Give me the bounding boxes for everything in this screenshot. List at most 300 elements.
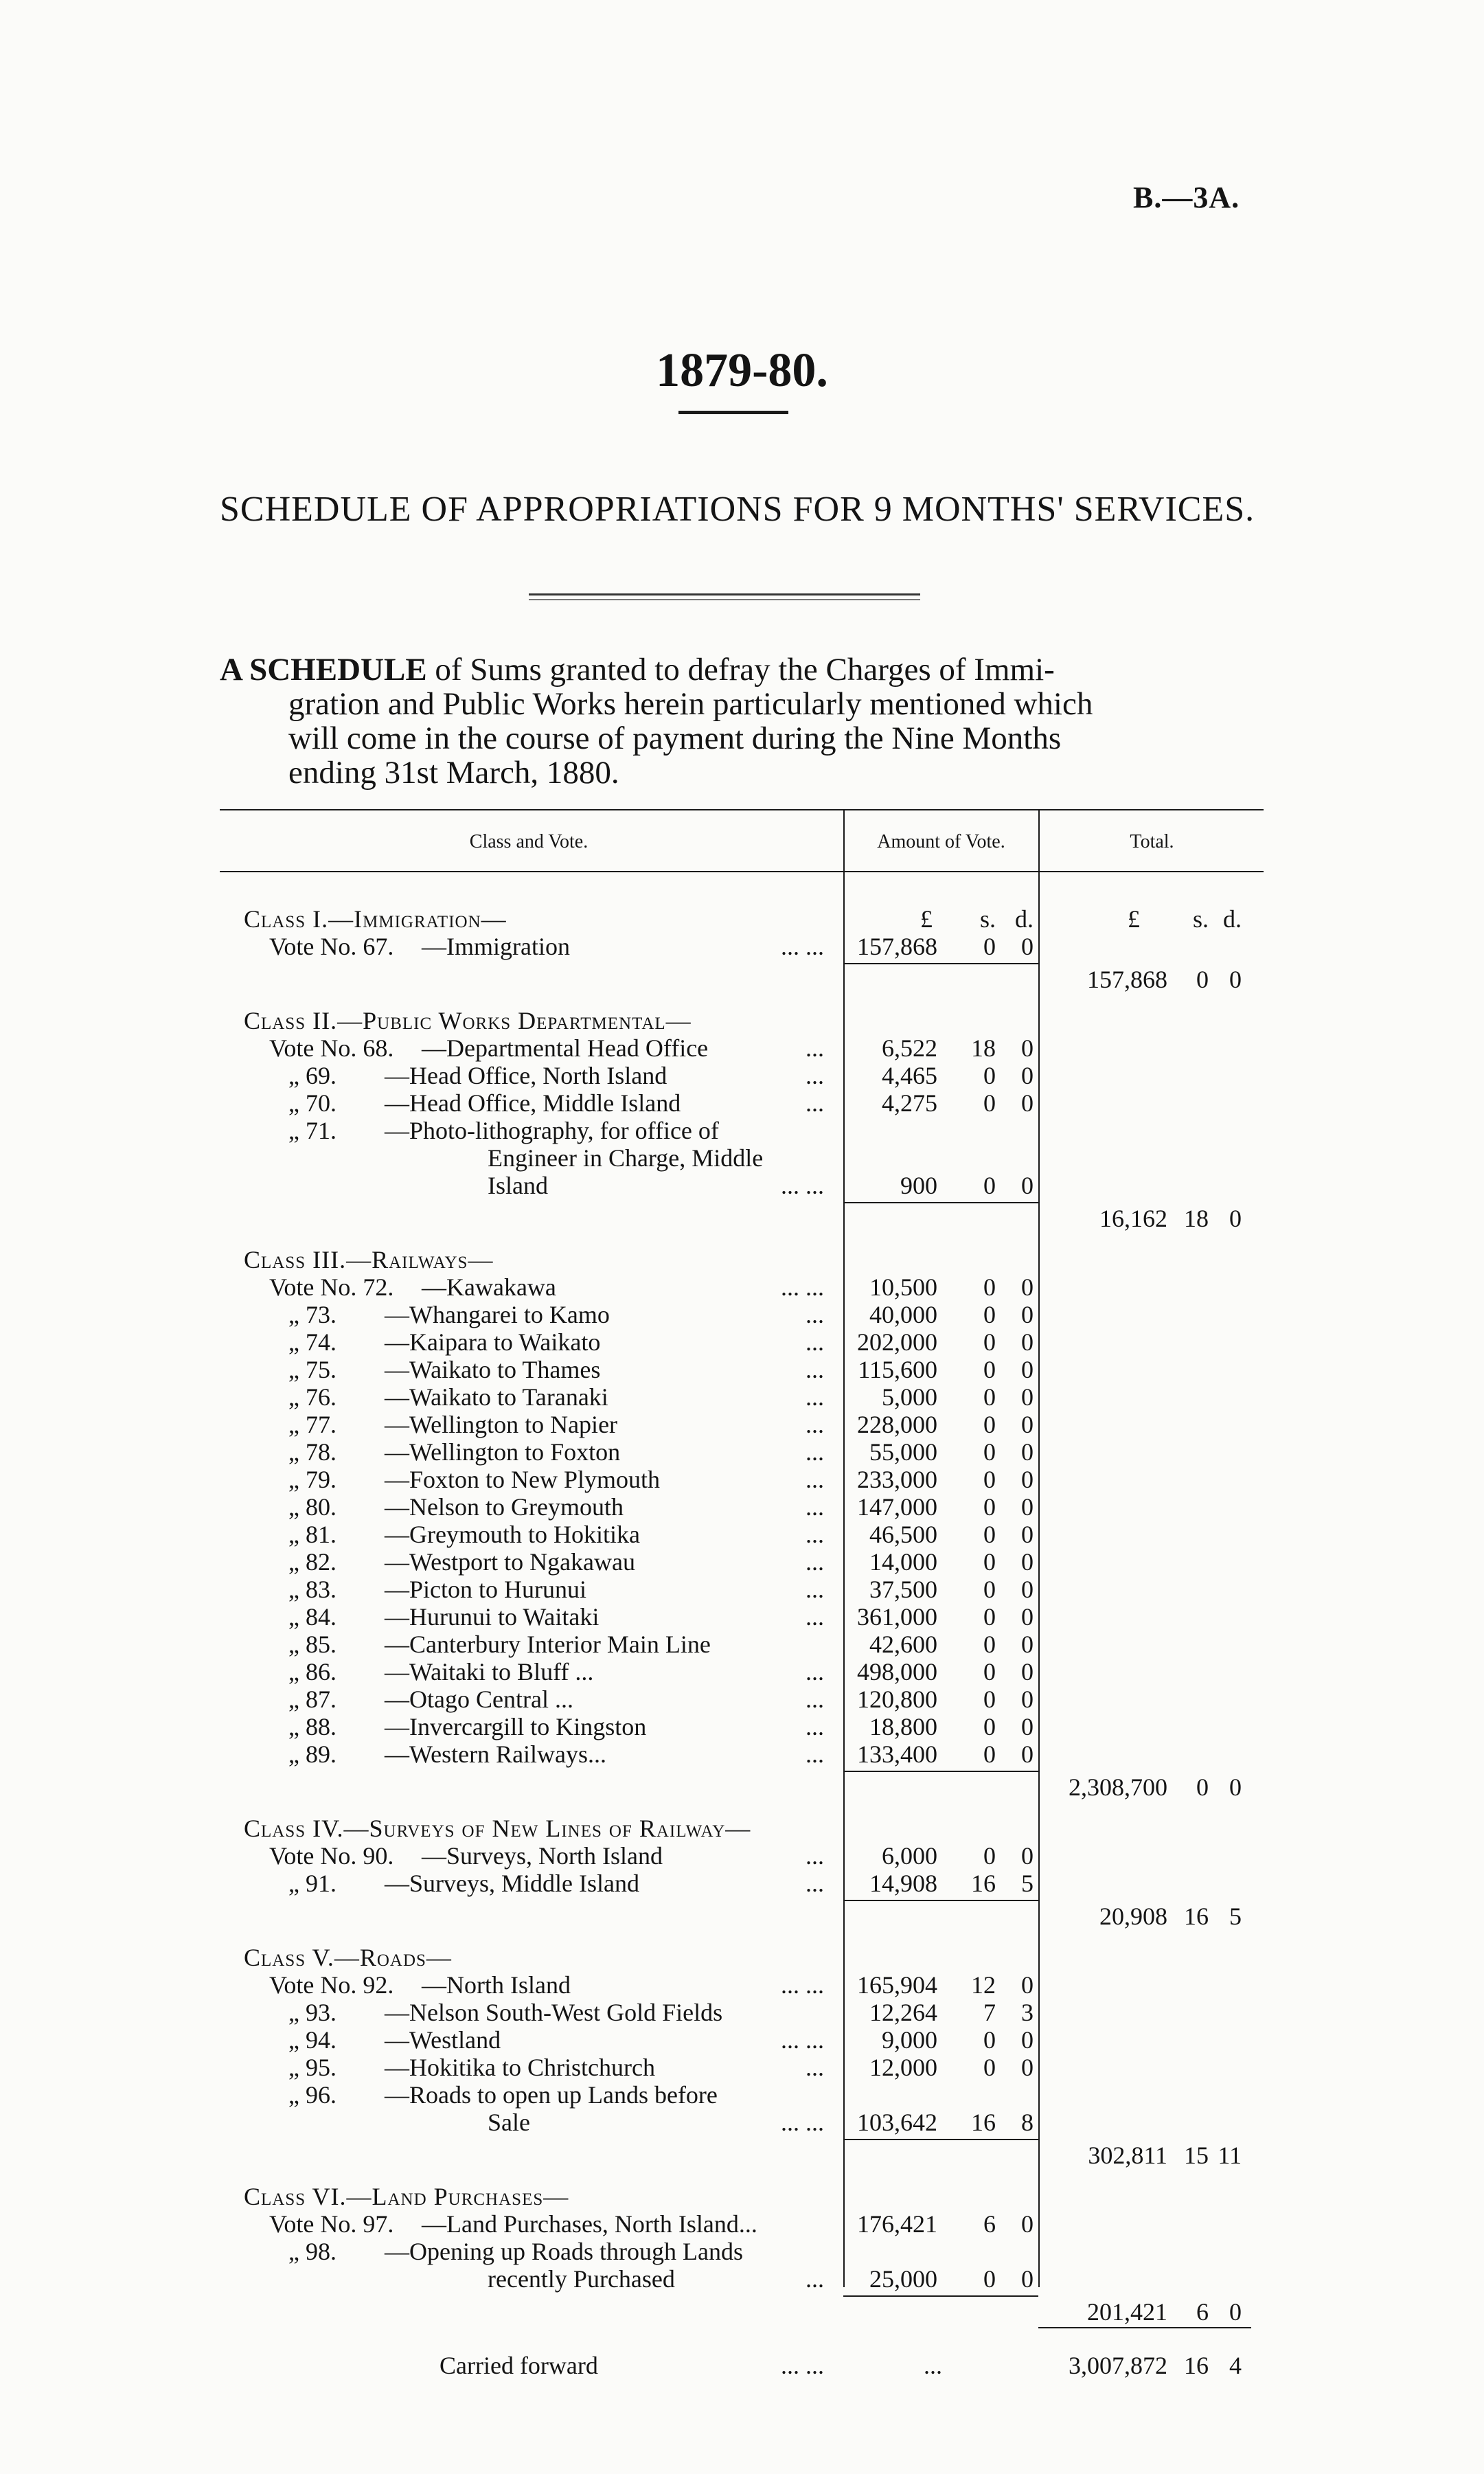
vote-row [0,1971,1484,1999]
amount-shillings: 0 [983,1411,996,1438]
vote-description: —Kawakawa [422,1273,556,1301]
amount-shillings: 0 [983,1328,996,1356]
amount-subtotal-rule [843,1202,1038,1203]
vote-number: „ 98. [288,2238,336,2265]
table-top-rule [220,809,1264,810]
leader-dots: ... [806,1740,824,1768]
header-total: Total. [1130,831,1174,852]
vote-description: —Kaipara to Waikato [385,1328,601,1356]
amount-pence: 0 [1021,1466,1034,1493]
total-pounds: 2,308,700 [1069,1773,1167,1801]
amount-pence: 0 [1021,1631,1034,1658]
amount-pence: 0 [1021,2265,1034,2293]
amount-pounds: 42,600 [869,1631,937,1658]
amount-pounds: 10,500 [869,1273,937,1301]
amount-shillings: 7 [983,1999,996,2026]
vote-row [0,1383,1484,1411]
vote-description: —Surveys, North Island [422,1842,663,1870]
unit-pound: £ [920,905,933,933]
vote-number: „ 79. [288,1466,336,1493]
document-year: 1879-80. [656,344,828,397]
vote-description: —Western Railways... [385,1740,607,1768]
total-pounds: 302,811 [1088,2142,1167,2169]
vote-description: Engineer in Charge, Middle [488,1144,764,1172]
amount-shillings: 16 [971,1870,996,1897]
amount-pounds: 165,904 [857,1971,937,1999]
vote-description: —Wellington to Foxton [385,1438,621,1466]
intro-line: ending 31st March, 1880. [288,755,619,791]
vote-row [0,1576,1484,1603]
amount-pence: 0 [1021,2026,1034,2054]
vote-description: —Westport to Ngakawau [385,1548,636,1576]
amount-pounds: 4,465 [882,1062,937,1089]
class-total-row [0,2142,1484,2169]
amount-shillings: 0 [983,933,996,960]
vote-number: „ 70. [288,1089,336,1117]
vote-description: recently Purchased [488,2265,675,2293]
vote-description: —North Island [422,1971,571,1999]
leader-dots: ... [806,1411,824,1438]
amount-shillings: 16 [971,2109,996,2136]
leader-dots: ... ... [781,1172,824,1199]
amount-pence: 5 [1021,1870,1034,1897]
amount-pounds: 4,275 [882,1089,937,1117]
carried-total-pounds: 3,007,872 [1069,2352,1167,2379]
table-header-rule [220,871,1264,872]
amount-pounds: 361,000 [857,1603,937,1631]
amount-subtotal-rule [843,1900,1038,1901]
leader-dots: ... [806,1713,824,1740]
amount-shillings: 0 [983,1062,996,1089]
total-pence: 0 [1229,966,1242,993]
vote-row [0,1521,1484,1548]
vote-row [0,2054,1484,2081]
intro-line: of Sums granted to defray the Charges of Immi- [426,652,1055,688]
vote-row [0,1438,1484,1466]
amount-subtotal-rule [843,2139,1038,2140]
amount-pence: 0 [1021,1034,1034,1062]
amount-pounds: 37,500 [869,1576,937,1603]
vote-description: —Photo-lithography, for office of [385,1117,719,1144]
divider [678,411,788,414]
amount-pence: 0 [1021,1971,1034,1999]
vote-number: „ 77. [288,1411,336,1438]
vote-number: „ 74. [288,1328,336,1356]
amount-pounds: 25,000 [869,2265,937,2293]
amount-pence: 8 [1021,2109,1034,2136]
vote-row [0,1686,1484,1713]
amount-shillings: 0 [983,1631,996,1658]
amount-pounds: 202,000 [857,1328,937,1356]
vote-description: —Waikato to Thames [385,1356,601,1383]
vote-row [0,1411,1484,1438]
leader-dots: ... [806,1658,824,1686]
unit-shillings: s. [979,905,996,933]
amount-shillings: 0 [983,1301,996,1328]
vote-description: Sale [488,2109,530,2136]
amount-pence: 3 [1021,1999,1034,2026]
amount-pounds: 6,000 [882,1842,937,1870]
vote-row [0,2081,1484,2109]
amount-shillings: 18 [971,1034,996,1062]
leader-dots: ... [806,1686,824,1713]
amount-pounds: 176,421 [857,2210,937,2238]
amount-shillings: 0 [983,1356,996,1383]
vote-description: Island [488,1172,548,1199]
class-total-row [0,1773,1484,1801]
amount-pence: 0 [1021,1328,1034,1356]
total-shillings: 16 [1184,1903,1209,1930]
vote-number: „ 71. [288,1117,336,1144]
leader-dots: ... [806,2265,824,2293]
total-pence: 0 [1229,2298,1242,2326]
vote-row [0,1548,1484,1576]
amount-subtotal-rule [843,1771,1038,1772]
amount-shillings: 0 [983,1686,996,1713]
leader-dots: ... [806,1383,824,1411]
amount-pence: 0 [1021,2210,1034,2238]
amount-pence: 0 [1021,1411,1034,1438]
carried-forward-row [0,2352,1484,2379]
leader-dots: ... [806,1576,824,1603]
leader-dots: ... [806,1548,824,1576]
amount-shillings: 0 [983,1383,996,1411]
amount-pounds: 228,000 [857,1411,937,1438]
intro-line: gration and Public Works herein particularly mentioned which [288,686,1093,722]
vote-row [0,1713,1484,1740]
vote-number: „ 94. [288,2026,336,2054]
amount-shillings: 0 [983,1658,996,1686]
amount-pounds: 900 [900,1172,937,1199]
vote-number: „ 81. [288,1521,336,1548]
vote-number: „ 88. [288,1713,336,1740]
leader-dots: ... ... [781,2026,824,2054]
leader-dots: ... [806,1301,824,1328]
leader-dots: ... [924,2352,942,2379]
vote-description: —Immigration [422,933,570,960]
leader-dots: ... ... [781,1273,824,1301]
amount-pounds: 55,000 [869,1438,937,1466]
amount-pounds: 14,908 [869,1870,937,1897]
amount-pounds: 103,642 [857,2109,937,2136]
amount-shillings: 0 [983,1089,996,1117]
class-heading-text: Class III.—Railways— [244,1246,494,1273]
vote-description: —Surveys, Middle Island [385,1870,639,1897]
document-reference: B.—3A. [1133,181,1240,214]
vote-number: „ 73. [288,1301,336,1328]
vote-description: —Nelson South-West Gold Fields [385,1999,723,2026]
vote-number: „ 80. [288,1493,336,1521]
vote-row [0,1740,1484,1768]
vote-description: —Hokitika to Christchurch [385,2054,655,2081]
vote-description: —Waikato to Taranaki [385,1383,608,1411]
total-pounds: 201,421 [1087,2298,1167,2326]
vote-number: „ 82. [288,1548,336,1576]
amount-pounds: 5,000 [882,1383,937,1411]
vote-number: „ 76. [288,1383,336,1411]
vote-row [0,2210,1484,2238]
leader-dots: ... ... [781,1971,824,1999]
vote-number: „ 84. [288,1603,336,1631]
amount-subtotal-rule [843,963,1038,964]
unit-shillings: s. [1192,905,1209,933]
vote-row [0,2238,1484,2265]
vote-number: Vote No. 72. [269,1273,394,1301]
amount-pence: 0 [1021,1062,1034,1089]
vote-number: „ 91. [288,1870,336,1897]
amount-pence: 0 [1021,1301,1034,1328]
leader-dots: ... ... [781,933,824,960]
amount-pence: 0 [1021,2054,1034,2081]
amount-pence: 0 [1021,1842,1034,1870]
vote-number: „ 87. [288,1686,336,1713]
vote-description: —Greymouth to Hokitika [385,1521,640,1548]
vote-description: —Opening up Roads through Lands [385,2238,743,2265]
vote-row [0,933,1484,960]
vote-description: —Westland [385,2026,501,2054]
vote-number: Vote No. 97. [269,2210,394,2238]
leader-dots: ... [806,1328,824,1356]
class-total-row [0,1903,1484,1930]
amount-pence: 0 [1021,1172,1034,1199]
total-shillings: 15 [1184,2142,1209,2169]
amount-subtotal-rule [843,2295,1038,2297]
vote-number: „ 93. [288,1999,336,2026]
amount-pounds: 120,800 [857,1686,937,1713]
amount-shillings: 0 [983,2054,996,2081]
amount-shillings: 0 [983,1713,996,1740]
vote-row [0,1301,1484,1328]
amount-pence: 0 [1021,1576,1034,1603]
class-heading-text: Class I.—Immigration— [244,905,507,933]
amount-pounds: 133,400 [857,1740,937,1768]
amount-pence: 0 [1021,1273,1034,1301]
leader-dots: ... [806,1089,824,1117]
amount-pence: 0 [1021,1713,1034,1740]
total-pounds: 16,162 [1099,1205,1167,1232]
document-title: SCHEDULE OF APPROPRIATIONS FOR 9 MONTHS' SERVICES. [220,490,1255,529]
vote-description: —Whangarei to Kamo [385,1301,610,1328]
amount-pounds: 9,000 [882,2026,937,2054]
leader-dots: ... [806,1356,824,1383]
intro-line: will come in the course of payment during the Nine Months [288,720,1062,756]
amount-pence: 0 [1021,1521,1034,1548]
amount-pence: 0 [1021,1438,1034,1466]
amount-shillings: 0 [983,2026,996,2054]
vote-number: „ 75. [288,1356,336,1383]
amount-pence: 0 [1021,1493,1034,1521]
vote-number: „ 78. [288,1438,336,1466]
total-rule [1038,2327,1251,2328]
vote-number: „ 89. [288,1740,336,1768]
total-pounds: 157,868 [1087,966,1167,993]
divider [529,593,920,600]
leader-dots: ... [806,1438,824,1466]
amount-pounds: 6,522 [882,1034,937,1062]
amount-pence: 0 [1021,1740,1034,1768]
vote-description: —Canterbury Interior Main Line [385,1631,711,1658]
vote-row [0,1144,1484,1172]
amount-shillings: 0 [983,1273,996,1301]
amount-shillings: 0 [983,2265,996,2293]
class-heading-text: Class IV.—Surveys of New Lines of Railway— [244,1815,751,1842]
amount-shillings: 0 [983,1740,996,1768]
class-total-row [0,2298,1484,2326]
header-amount: Amount of Vote. [877,831,1005,852]
vote-number: Vote No. 90. [269,1842,394,1870]
leader-dots: ... [806,2054,824,2081]
class-heading [0,1007,1484,1034]
vote-description: —Waitaki to Bluff ... [385,1658,594,1686]
amount-shillings: 6 [983,2210,996,2238]
vote-row [0,1466,1484,1493]
leader-dots: ... [806,1034,824,1062]
vote-description: —Head Office, Middle Island [385,1089,681,1117]
vote-number: „ 83. [288,1576,336,1603]
vote-row [0,1273,1484,1301]
total-pounds: 20,908 [1099,1903,1167,1930]
total-pence: 11 [1218,2142,1242,2169]
total-shillings: 0 [1196,966,1209,993]
vote-description: —Invercargill to Kingston [385,1713,647,1740]
amount-pounds: 12,000 [869,2054,937,2081]
vote-row [0,1658,1484,1686]
leader-dots: ... [806,1603,824,1631]
vote-number: Vote No. 67. [269,933,394,960]
carried-total-pence: 4 [1229,2352,1242,2379]
vote-number: „ 85. [288,1631,336,1658]
vote-row [0,1842,1484,1870]
leader-dots: ... [806,1842,824,1870]
vote-row [0,1631,1484,1658]
amount-pence: 0 [1021,1658,1034,1686]
vote-row [0,1493,1484,1521]
total-shillings: 6 [1196,2298,1209,2326]
leader-dots: ... [806,1870,824,1897]
amount-pence: 0 [1021,1356,1034,1383]
vote-number: „ 96. [288,2081,336,2109]
class-heading-text: Class II.—Public Works Departmental— [244,1007,692,1034]
vote-description: —Hurunui to Waitaki [385,1603,600,1631]
vote-description: —Departmental Head Office [422,1034,709,1062]
amount-pounds: 40,000 [869,1301,937,1328]
amount-pence: 0 [1021,933,1034,960]
leader-dots: ... [806,1521,824,1548]
class-total-row [0,1205,1484,1232]
class-heading [0,1815,1484,1842]
amount-shillings: 0 [983,1521,996,1548]
intro-paragraph [220,652,1264,790]
amount-pounds: 498,000 [857,1658,937,1686]
vote-number: Vote No. 68. [269,1034,394,1062]
total-shillings: 18 [1184,1205,1209,1232]
vote-row [0,1999,1484,2026]
total-pence: 0 [1229,1773,1242,1801]
amount-shillings: 0 [983,1493,996,1521]
leader-dots: ... [806,1493,824,1521]
vote-row [0,2265,1484,2293]
leader-dots: ... ... [781,2109,824,2136]
amount-pounds: 233,000 [857,1466,937,1493]
amount-shillings: 0 [983,1438,996,1466]
vote-description: —Land Purchases, North Island... [422,2210,757,2238]
amount-pence: 0 [1021,1089,1034,1117]
vote-description: —Head Office, North Island [385,1062,667,1089]
amount-pounds: 115,600 [858,1356,937,1383]
amount-pounds: 12,264 [869,1999,937,2026]
amount-pence: 0 [1021,1548,1034,1576]
vote-number: „ 86. [288,1658,336,1686]
header-class-vote: Class and Vote. [469,831,589,852]
amount-pounds: 14,000 [869,1548,937,1576]
class-heading-text: Class V.—Roads— [244,1944,452,1971]
vote-row [0,1117,1484,1144]
total-pence: 5 [1229,1903,1242,1930]
vote-row [0,1172,1484,1199]
amount-pounds: 46,500 [869,1521,937,1548]
amount-pounds: 18,800 [869,1713,937,1740]
vote-row [0,1870,1484,1897]
leader-dots: ... [806,1466,824,1493]
unit-pound: £ [1128,905,1140,933]
vote-number: Vote No. 92. [269,1971,394,1999]
amount-shillings: 0 [983,1172,996,1199]
vote-row [0,1034,1484,1062]
vote-row [0,1062,1484,1089]
class-heading [0,905,1484,933]
vote-row [0,2109,1484,2136]
amount-pence: 0 [1021,1383,1034,1411]
carried-forward-label: Carried forward [440,2352,598,2379]
leader-dots: ... [806,1062,824,1089]
amount-pence: 0 [1021,1603,1034,1631]
amount-shillings: 0 [983,1576,996,1603]
class-heading [0,1944,1484,1971]
amount-shillings: 0 [983,1603,996,1631]
vote-row [0,2026,1484,2054]
amount-shillings: 12 [971,1971,996,1999]
vote-description: —Wellington to Napier [385,1411,618,1438]
vote-number: „ 69. [288,1062,336,1089]
vote-description: —Roads to open up Lands before [385,2081,718,2109]
amount-pounds: 157,868 [857,933,937,960]
class-heading [0,1246,1484,1273]
vote-number: „ 95. [288,2054,336,2081]
vote-row [0,1356,1484,1383]
class-heading [0,2183,1484,2210]
total-pence: 0 [1229,1205,1242,1232]
intro-lead: A SCHEDULE [220,652,427,688]
amount-shillings: 0 [983,1466,996,1493]
vote-description: —Foxton to New Plymouth [385,1466,661,1493]
vote-row [0,1328,1484,1356]
vote-row [0,1089,1484,1117]
unit-pence: d. [1223,905,1242,933]
vote-description: —Otago Central ... [385,1686,573,1713]
total-shillings: 0 [1196,1773,1209,1801]
leader-dots: ... ... [781,2352,824,2379]
amount-shillings: 0 [983,1842,996,1870]
unit-pence: d. [1015,905,1034,933]
amount-pence: 0 [1021,1686,1034,1713]
vote-description: —Picton to Hurunui [385,1576,586,1603]
vote-row [0,1603,1484,1631]
carried-total-shillings: 16 [1184,2352,1209,2379]
amount-shillings: 0 [983,1548,996,1576]
class-total-row [0,966,1484,993]
class-heading-text: Class VI.—Land Purchases— [244,2183,569,2210]
amount-pounds: 147,000 [857,1493,937,1521]
